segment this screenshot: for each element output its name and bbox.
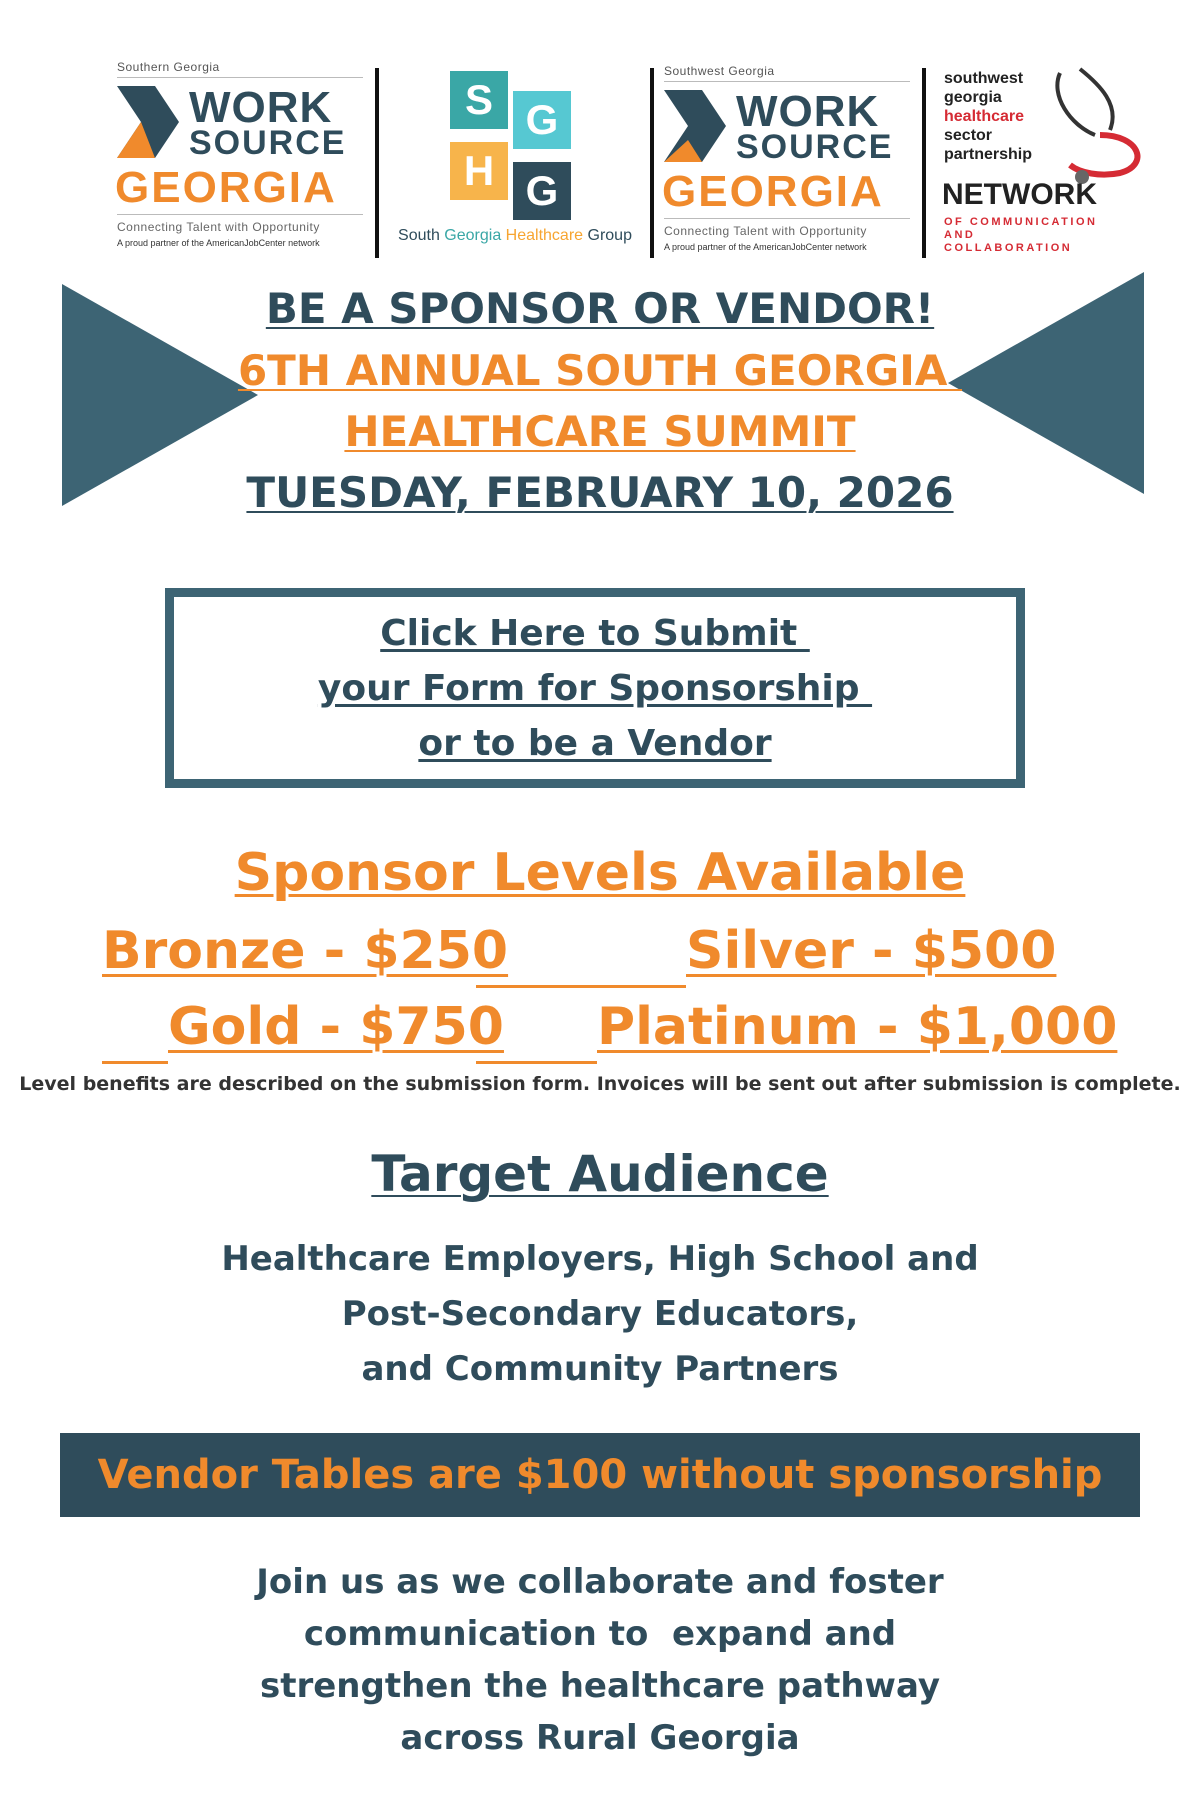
sghg-caption — [385, 227, 645, 245]
worksource-tagline: Connecting Talent with Opportunity — [664, 224, 867, 238]
level-bronze: Bronze - $250 — [102, 921, 509, 981]
sghg-caption-south: South — [398, 227, 445, 244]
level-benefits-note: Level benefits are described on the submission form. Invoices will be sent out after submission is complete. — [19, 1073, 1181, 1095]
headline-summit-title — [0, 340, 1200, 402]
stethoscope-icon — [1040, 65, 1152, 185]
target-audience-title — [0, 1145, 1200, 1203]
headline-summit-subtitle — [0, 401, 1200, 463]
worksource-tagline: Connecting Talent with Opportunity — [117, 220, 320, 234]
headline-line-1: BE A SPONSOR OR VENDOR! — [265, 284, 935, 333]
worksource-partner-line: A proud partner of the AmericanJobCenter network — [664, 242, 867, 252]
worksource-georgia-text: GEORGIA — [115, 163, 337, 212]
sghg-caption-georgia: Georgia — [444, 227, 506, 244]
sponsor-levels-title — [0, 843, 1200, 903]
closing-line-1: Join us as we collaborate and foster — [256, 1562, 944, 1602]
sponsor-levels-heading: Sponsor Levels Available — [234, 843, 966, 903]
network-line-southwest: southwest — [944, 70, 1024, 87]
worksource-southwest-logo — [662, 62, 912, 262]
level-gold: Gold - $750 — [168, 997, 504, 1057]
network-line-georgia: georgia — [944, 89, 1002, 106]
worksource-region: Southwest Georgia — [664, 64, 775, 78]
worksource-region: Southern Georgia — [117, 60, 220, 74]
worksource-divider-line-2 — [117, 214, 363, 215]
sghg-square-g1: G — [513, 91, 571, 149]
logo-separator — [922, 68, 926, 258]
network-line-healthcare: healthcare — [944, 108, 1025, 125]
worksource-source-text: SOURCE — [736, 128, 894, 166]
network-line-sector: sector — [944, 127, 993, 144]
sghg-square-s: S — [450, 71, 508, 129]
logo-separator — [650, 68, 654, 258]
vendor-tables-banner — [60, 1433, 1140, 1517]
worksource-source-text: SOURCE — [189, 124, 347, 162]
event-date: TUESDAY, FEBRUARY 10, 2026 — [246, 468, 954, 517]
sghg-caption-group: Group — [587, 227, 632, 244]
sghg-square-g2: G — [513, 162, 571, 220]
worksource-divider-line-2 — [664, 218, 910, 219]
closing-line-2: communication to expand and — [303, 1614, 897, 1654]
level-underline-gap-1 — [476, 985, 686, 988]
submit-form-button[interactable] — [165, 588, 1025, 788]
network-title: NETWORK — [942, 178, 1097, 211]
level-platinum: Platinum - $1,000 — [597, 997, 1118, 1057]
logo-separator — [375, 68, 379, 258]
headline-line-3: HEALTHCARE SUMMIT — [344, 407, 856, 456]
level-silver: Silver - $500 — [686, 921, 1057, 981]
audience-line-3: and Community Partners — [361, 1349, 839, 1389]
worksource-southern-logo — [115, 58, 365, 258]
closing-line-4: across Rural Georgia — [400, 1718, 800, 1758]
submit-link-line-2[interactable]: your Form for Sponsorship — [317, 667, 873, 709]
network-logo — [940, 65, 1150, 265]
headline-sponsor-vendor — [0, 278, 1200, 340]
submit-link-line-3[interactable]: or to be a Vendor — [418, 722, 772, 764]
closing-line-3: strengthen the healthcare pathway — [259, 1666, 941, 1706]
audience-line-2: Post-Secondary Educators, — [341, 1294, 859, 1334]
sghg-caption-healthcare: Healthcare — [505, 227, 588, 244]
vendor-tables-text: Vendor Tables are $100 without sponsorship — [97, 1452, 1103, 1498]
headline-date — [0, 462, 1200, 524]
headline-line-2: 6TH ANNUAL SOUTH GEORGIA — [237, 346, 963, 395]
worksource-partner-line: A proud partner of the AmericanJobCenter network — [117, 238, 320, 248]
network-sub-and: AND — [944, 229, 976, 241]
target-audience-heading: Target Audience — [371, 1145, 829, 1203]
worksource-work-text: WORK — [736, 87, 880, 136]
network-line-partnership: partnership — [944, 146, 1033, 163]
worksource-divider-line — [117, 77, 363, 78]
network-sub-communication: OF COMMUNICATION — [944, 216, 1098, 228]
worksource-georgia-text: GEORGIA — [662, 167, 884, 216]
sghg-logo — [385, 65, 645, 255]
level-underline-gap-3 — [476, 1061, 597, 1064]
worksource-chevron-icon — [117, 86, 187, 158]
submit-link-line-1[interactable]: Click Here to Submit — [380, 612, 810, 654]
worksource-divider-line — [664, 81, 910, 82]
audience-line-1: Healthcare Employers, High School and — [221, 1239, 979, 1279]
worksource-work-text: WORK — [189, 83, 333, 132]
sghg-square-h: H — [450, 142, 508, 200]
level-underline-gap-2 — [102, 1061, 168, 1064]
network-sub-collaboration: COLLABORATION — [944, 242, 1073, 254]
worksource-chevron-icon — [664, 90, 734, 162]
